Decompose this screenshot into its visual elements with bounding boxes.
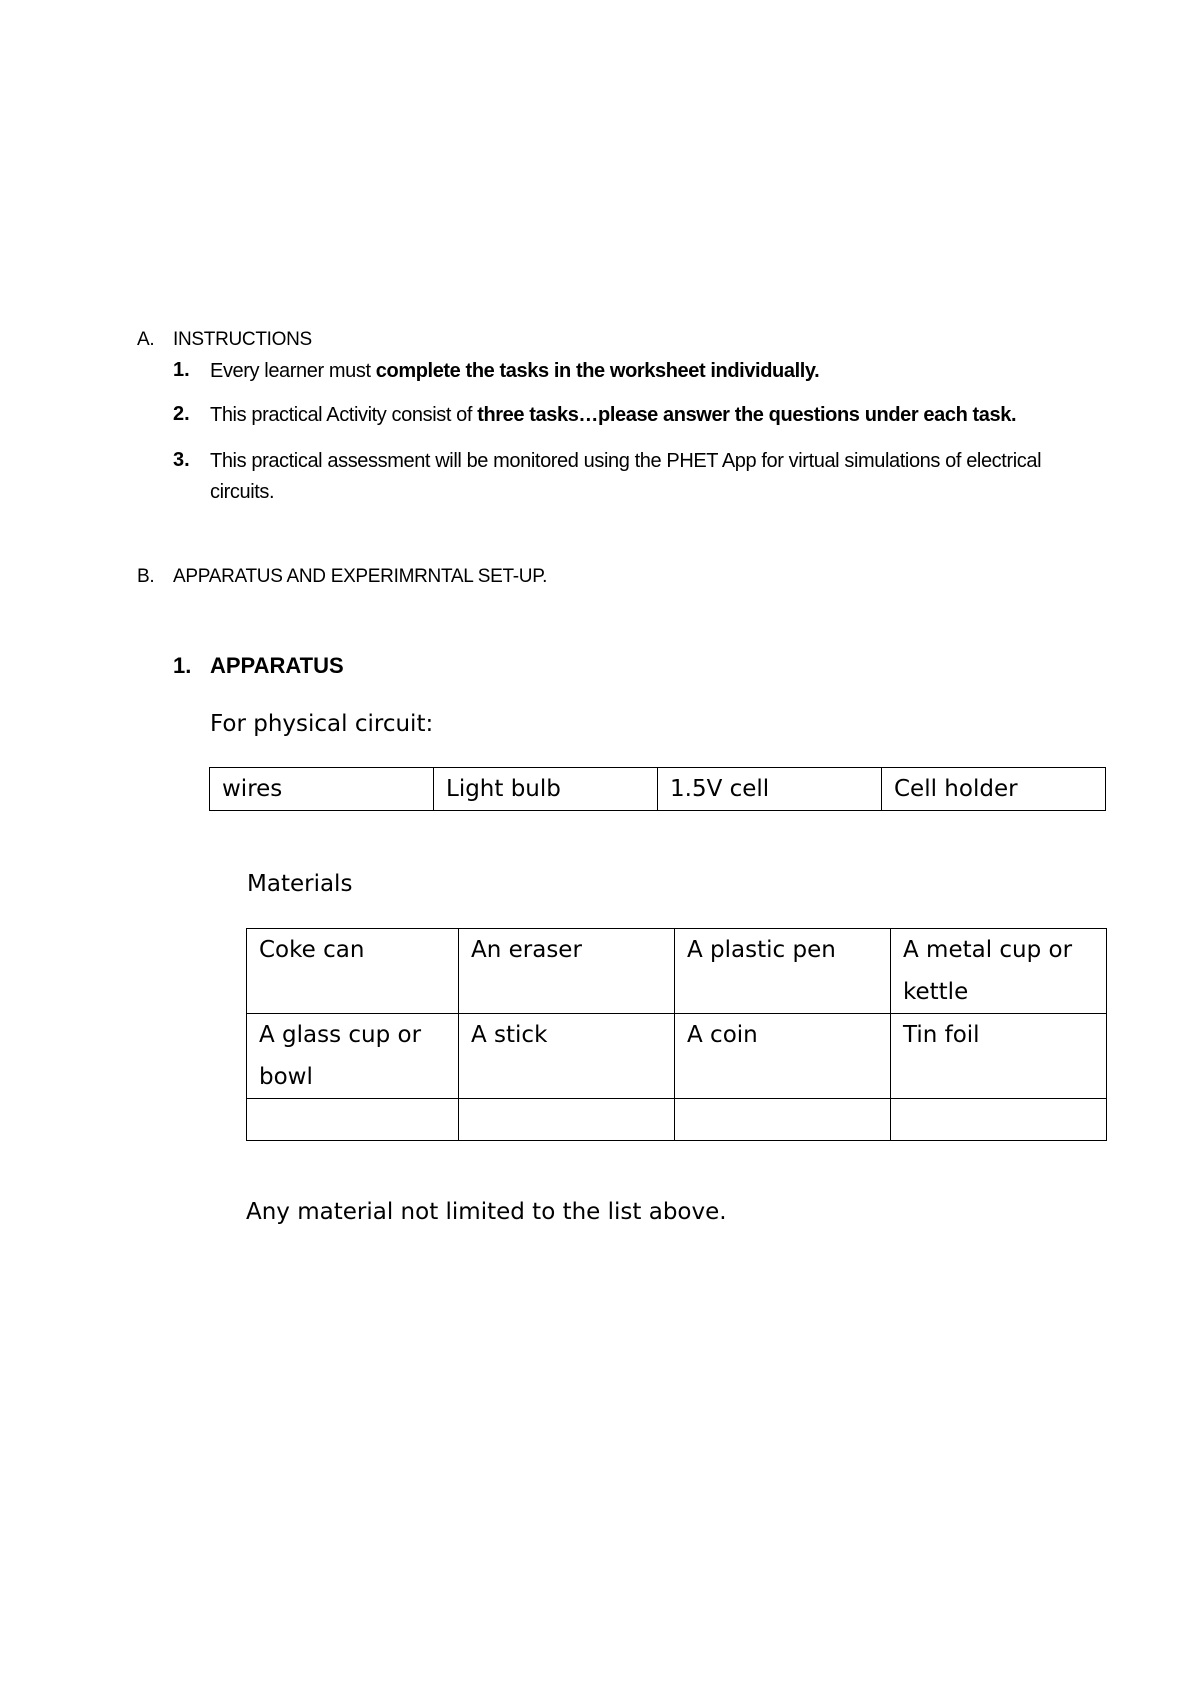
table-cell: Light bulb xyxy=(434,768,658,811)
section-b-letter: B. xyxy=(137,566,155,587)
table-cell: Cell holder xyxy=(882,768,1106,811)
apparatus-heading: APPARATUS xyxy=(210,653,344,678)
table-cell: A stick xyxy=(459,1014,675,1099)
physical-circuit-table xyxy=(209,767,1106,811)
table-cell: Tin foil xyxy=(891,1014,1107,1099)
table-cell: wires xyxy=(210,768,434,811)
instruction-3 xyxy=(210,446,1090,508)
table-cell: A coin xyxy=(675,1014,891,1099)
table-cell: A glass cup or bowl xyxy=(247,1014,459,1099)
instruction-2-bold: three tasks…please answer the questions under each task. xyxy=(477,404,1017,426)
instruction-1-number: 1. xyxy=(173,359,190,381)
instruction-1 xyxy=(210,356,1090,387)
table-row xyxy=(247,929,1107,1014)
table-row xyxy=(247,1099,1107,1141)
materials-label: Materials xyxy=(247,871,353,897)
instruction-1-text: Every learner must xyxy=(210,360,376,382)
instruction-2 xyxy=(210,400,1090,431)
table-cell: Coke can xyxy=(247,929,459,1014)
table-cell: A metal cup or kettle xyxy=(891,929,1107,1014)
table-cell: 1.5V cell xyxy=(658,768,882,811)
section-a-letter: A. xyxy=(137,329,155,350)
apparatus-number: 1. xyxy=(173,653,192,678)
table-cell xyxy=(247,1099,459,1141)
physical-circuit-label: For physical circuit: xyxy=(210,711,434,737)
table-row xyxy=(247,1014,1107,1099)
table-cell: A plastic pen xyxy=(675,929,891,1014)
materials-footer-note: Any material not limited to the list above. xyxy=(246,1199,727,1225)
table-row xyxy=(210,768,1106,811)
section-b-title: APPARATUS AND EXPERIMRNTAL SET-UP. xyxy=(173,566,548,587)
materials-table xyxy=(246,928,1107,1141)
table-cell xyxy=(891,1099,1107,1141)
instruction-2-number: 2. xyxy=(173,403,190,425)
table-cell xyxy=(675,1099,891,1141)
instruction-1-bold: complete the tasks in the worksheet individually. xyxy=(375,360,820,382)
table-cell: An eraser xyxy=(459,929,675,1014)
instruction-3-text: This practical assessment will be monitored using the PHET App for virtual simulations of electrical circuits. xyxy=(210,450,1042,503)
instruction-2-text: This practical Activity consist of xyxy=(210,404,478,426)
table-cell xyxy=(459,1099,675,1141)
instruction-3-number: 3. xyxy=(173,449,190,471)
section-a-title: INSTRUCTIONS xyxy=(173,329,312,350)
